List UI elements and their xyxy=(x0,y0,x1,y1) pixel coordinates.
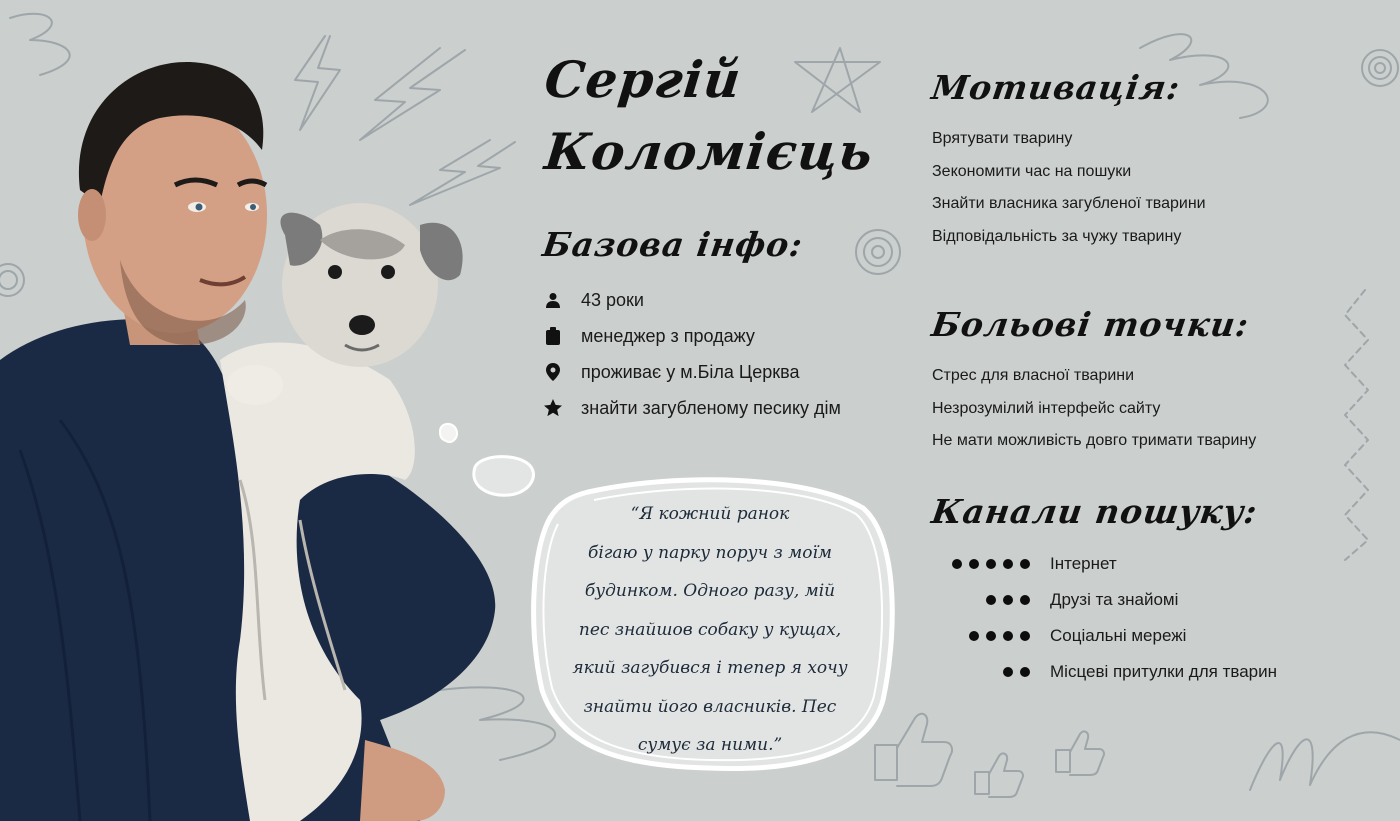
basic-info-section xyxy=(540,225,913,426)
star-icon xyxy=(543,398,563,418)
info-row-location xyxy=(543,354,913,390)
motivation-item: Знайти власника загубленої тварини xyxy=(932,195,1206,212)
quote-line: знайти його власників. Пес xyxy=(583,696,837,717)
channel-label: Місцеві притулки для тварин xyxy=(1050,662,1277,681)
quote-line: будинком. Одного разу, мій xyxy=(584,581,836,601)
quote-line: бігаю у парку поруч з моїм xyxy=(587,542,832,563)
pain-points-heading: Больові точки: xyxy=(929,305,1252,344)
info-goal: знайти загубленому песику дім xyxy=(581,397,841,418)
thumbs-up-doodle xyxy=(1056,731,1104,775)
channel-level-dots xyxy=(932,631,1030,641)
channel-label: Соціальні мережі xyxy=(1050,626,1187,645)
channel-label: Інтернет xyxy=(1050,554,1117,573)
channels-heading: Канали пошуку: xyxy=(929,492,1261,531)
level-dot xyxy=(969,631,979,641)
channel-level-dots xyxy=(932,559,1030,569)
pain-point-item: Стрес для власної тварини xyxy=(932,367,1135,384)
quote-line: який загубився і тепер я хочу xyxy=(572,658,848,678)
motivation-item: Врятувати тварину xyxy=(932,130,1073,147)
channels-section xyxy=(929,492,1372,690)
quote-line: пес знайшов собаку у кущах, xyxy=(578,619,842,640)
channel-row xyxy=(932,618,1372,654)
quote-line: сумує за ними.” xyxy=(637,735,783,755)
pain-points-section xyxy=(929,305,1372,458)
info-age: 43 роки xyxy=(581,289,644,310)
level-dot xyxy=(1003,559,1013,569)
level-dot xyxy=(1020,559,1030,569)
info-row-goal xyxy=(543,390,913,426)
persona-name xyxy=(541,50,877,181)
level-dot xyxy=(986,631,996,641)
scribble-doodle xyxy=(1250,732,1400,790)
last-name: Коломієць xyxy=(541,122,877,181)
info-row-age xyxy=(543,282,913,318)
pain-point-item: Незрозумілий інтерфейс сайту xyxy=(932,399,1161,417)
channel-row xyxy=(932,582,1372,618)
level-dot xyxy=(1020,631,1030,641)
motivation-item: Зекономити час на пошуки xyxy=(932,162,1132,180)
level-dot xyxy=(1020,595,1030,605)
first-name: Сергій xyxy=(541,50,745,109)
info-location: проживає у м.Біла Церква xyxy=(581,361,800,382)
channel-label: Друзі та знайомі xyxy=(1050,590,1179,609)
motivation-item: Відповідальність за чужу тварину xyxy=(932,227,1182,245)
persona-quote xyxy=(545,495,875,765)
channel-level-dots xyxy=(932,667,1030,677)
thumbs-up-doodle xyxy=(975,753,1023,797)
clipboard-icon xyxy=(543,326,563,346)
level-dot xyxy=(1020,667,1030,677)
quote-line: “Я кожний ранок xyxy=(630,504,790,524)
level-dot xyxy=(969,559,979,569)
person-icon xyxy=(543,290,563,310)
info-row-job xyxy=(543,318,913,354)
level-dot xyxy=(986,595,996,605)
motivation-section xyxy=(929,68,1372,253)
basic-info-heading: Базова інфо: xyxy=(540,225,806,264)
channel-row xyxy=(932,546,1372,582)
level-dot xyxy=(1003,631,1013,641)
channel-row xyxy=(932,654,1372,690)
info-job: менеджер з продажу xyxy=(581,325,755,346)
motivation-heading: Мотивація: xyxy=(929,68,1183,107)
persona-photo xyxy=(0,0,520,821)
level-dot xyxy=(1003,595,1013,605)
location-pin-icon xyxy=(543,362,563,382)
level-dot xyxy=(986,559,996,569)
level-dot xyxy=(1003,667,1013,677)
pain-point-item: Не мати можливість довго тримати тварину xyxy=(932,432,1257,449)
level-dot xyxy=(952,559,962,569)
channel-level-dots xyxy=(932,595,1030,605)
